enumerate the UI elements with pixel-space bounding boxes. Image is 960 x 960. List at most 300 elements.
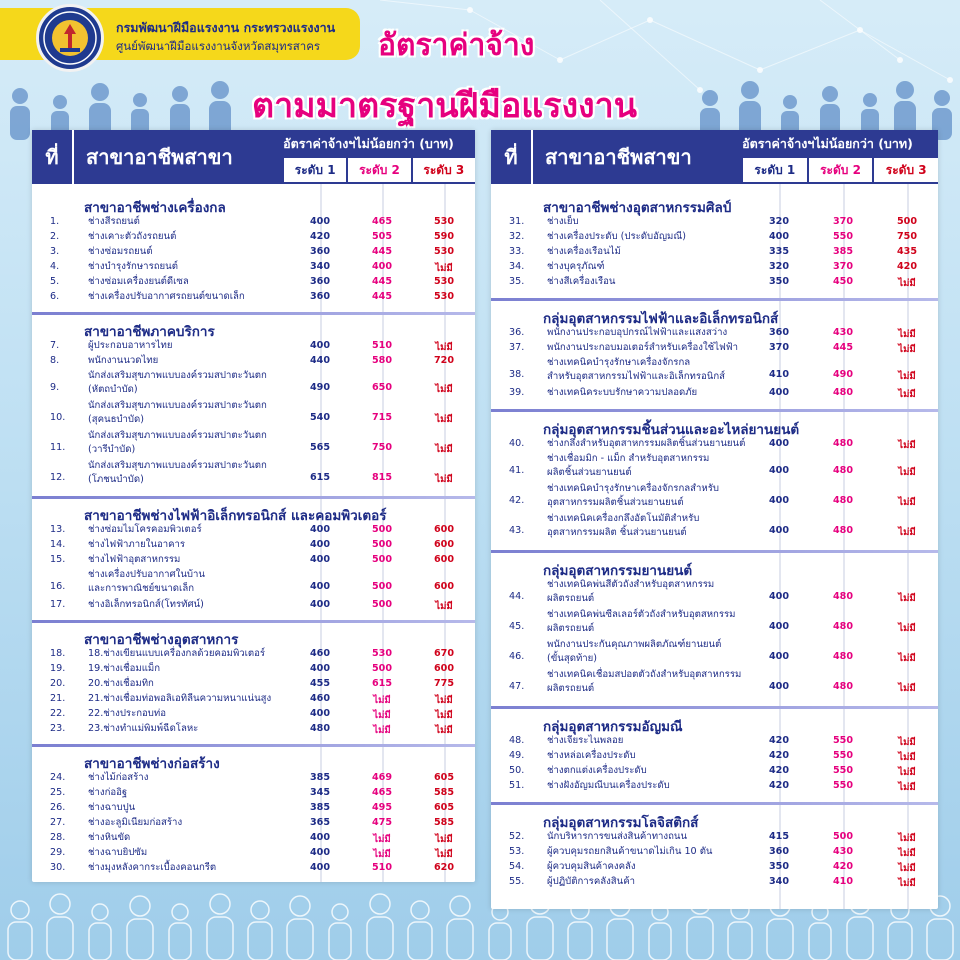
wage-level2: 370: [832, 261, 854, 272]
table-row: [491, 327, 938, 340]
wage-level3: 605: [433, 772, 455, 783]
wage-level1: 400: [309, 847, 331, 858]
row-number: 44.: [509, 591, 525, 602]
wage-level2: 465: [371, 216, 393, 227]
row-number: 27.: [50, 817, 66, 828]
row-number: 30.: [50, 862, 66, 873]
row-number: 54.: [509, 861, 525, 872]
wage-level3: ไม่มี: [898, 440, 916, 451]
department-logo: [36, 4, 104, 72]
table-row: [491, 735, 938, 748]
table-row: [32, 663, 475, 676]
header-level1: ระดับ 1: [284, 158, 346, 182]
page-title-line2: ตามมาตรฐานฝีมือแรงงาน: [252, 86, 637, 126]
row-number: 47.: [509, 681, 525, 692]
row-branch-name: ช่างกลึงสำหรับอุตสาหกรรมผลิตชิ้นส่วนยานยนต์: [547, 438, 746, 449]
wage-level3: 600: [433, 581, 455, 592]
wage-level1: 400: [309, 862, 331, 873]
row-branch-name: ช่างไฟฟ้าอุตสาหกรรม: [88, 554, 181, 565]
wage-level2: 480: [832, 651, 854, 662]
row-branch-name-cont: ผลิตรถยนต์: [547, 593, 595, 604]
wage-level1: 400: [309, 663, 331, 674]
table-row: [491, 231, 938, 244]
table-row: [32, 708, 475, 721]
section-title: กลุ่มอุตสาหกรรมอัญมณี: [543, 719, 683, 735]
wage-level3: ไม่มี: [898, 737, 916, 748]
table-body: [491, 184, 938, 909]
row-number: 36.: [509, 327, 525, 338]
row-branch-name: นักส่งเสริมสุขภาพแบบองค์รวมสปาตะวันตก: [88, 460, 267, 471]
row-branch-name: 18.ช่างเขียนแบบเครื่องกลด้วยคอมพิวเตอร์: [88, 648, 266, 659]
wage-level1: 480: [309, 723, 331, 734]
table-row: [491, 483, 938, 511]
wage-level1: 400: [309, 708, 331, 719]
table-row: [32, 862, 475, 875]
table-row: [491, 453, 938, 481]
wage-level3: ไม่มี: [435, 384, 453, 395]
row-branch-name: ช่างเทคนิคบำรุงรักษาเครื่องจักรกล: [547, 357, 691, 368]
wage-level1: 400: [768, 465, 790, 476]
row-number: 38.: [509, 369, 525, 380]
wage-level2: ไม่มี: [373, 725, 391, 736]
wage-level1: 400: [768, 438, 790, 449]
row-branch-name: พนักงานประกอบมอเตอร์สำหรับเครื่องใช้ไฟฟ้า: [547, 342, 738, 353]
section-title: สาขาอาชีพช่างก่อสร้าง: [84, 756, 220, 772]
wage-level3: 600: [433, 663, 455, 674]
table-row: [32, 817, 475, 830]
table-row: [491, 513, 938, 541]
section-divider: [491, 409, 938, 412]
wage-level2: 480: [832, 621, 854, 632]
row-branch-name: 22.ช่างประกอบท่อ: [88, 708, 166, 719]
row-branch-name: ช่างอะลูมิเนียมก่อสร้าง: [88, 817, 183, 828]
wage-level1: 420: [309, 231, 331, 242]
row-branch-name: ช่างซ่อมเครื่องยนต์ดีเซล: [88, 276, 189, 287]
wage-level3: 420: [896, 261, 918, 272]
section-title: กลุ่มอุตสาหกรรมไฟฟ้าและอิเล็กทรอนิกส์: [543, 311, 779, 327]
wage-level3: 590: [433, 231, 455, 242]
wage-level3: 670: [433, 648, 455, 659]
row-number: 1.: [50, 216, 60, 227]
row-branch-name-cont: (โภชนบำบัด): [88, 474, 144, 485]
row-branch-name: ช่างเชื่อมมิก - แม็ก สำหรับอุตสาหกรรม: [547, 453, 710, 464]
row-branch-name: ช่างเย็บ: [547, 216, 579, 227]
wage-level3: ไม่มี: [898, 593, 916, 604]
wage-level2: 450: [832, 276, 854, 287]
row-branch-name: นักส่งเสริมสุขภาพแบบองค์รวมสปาตะวันตก: [88, 370, 267, 381]
wage-level1: 415: [768, 831, 790, 842]
wage-level1: 400: [309, 832, 331, 843]
wage-level2: 420: [832, 861, 854, 872]
row-number: 15.: [50, 554, 66, 565]
row-number: 53.: [509, 846, 525, 857]
table-row: [32, 400, 475, 428]
row-branch-name: ช่างมุงหลังคากระเบื้องคอนกรีต: [88, 862, 217, 873]
wage-level1: 385: [309, 772, 331, 783]
table-row: [32, 648, 475, 661]
wage-level2: 445: [832, 342, 854, 353]
table-row: [491, 357, 938, 385]
row-branch-name: ช่างเคาะตัวถังรถยนต์: [88, 231, 177, 242]
wage-level3: ไม่มี: [435, 474, 453, 485]
wage-level1: 350: [768, 861, 790, 872]
wage-level3: ไม่มี: [898, 344, 916, 355]
wage-level1: 360: [768, 846, 790, 857]
wage-level1: 615: [309, 472, 331, 483]
wage-level2: 615: [371, 678, 393, 689]
section-title: สาขาอาชีพช่างอุตสาหการ: [84, 632, 239, 648]
row-number: 41.: [509, 465, 525, 476]
wage-level2: 500: [371, 539, 393, 550]
row-branch-name: ช่างฉาบยิปซัม: [88, 847, 148, 858]
table-row: [32, 772, 475, 785]
wage-level3: ไม่มี: [435, 414, 453, 425]
wage-level1: 460: [309, 693, 331, 704]
wage-level3: 530: [433, 246, 455, 257]
wage-level3: 500: [896, 216, 918, 227]
row-number: 23.: [50, 723, 66, 734]
row-branch-name-cont: (สุคนธบำบัด): [88, 414, 144, 425]
wage-level3: ไม่มี: [435, 695, 453, 706]
table-row: [32, 524, 475, 537]
row-branch-name: ช่างซ่อมรถยนต์: [88, 246, 153, 257]
row-branch-name: ช่างไม้ก่อสร้าง: [88, 772, 149, 783]
row-branch-name: ผู้ควบคุมสินค้าคงคลัง: [547, 861, 636, 872]
wage-level1: 340: [309, 261, 331, 272]
wage-level2: 480: [832, 465, 854, 476]
row-branch-name: นักบริหารการขนส่งสินค้าทางถนน: [547, 831, 688, 842]
row-branch-name: ช่างเครื่องประดับ (ประดับอัญมณี): [547, 231, 687, 242]
row-branch-name: ช่างสีเครื่องเรือน: [547, 276, 616, 287]
section-title: สาขาอาชีพช่างอุตสาหกรรมศิลป์: [543, 200, 732, 216]
wage-level1: 350: [768, 276, 790, 287]
wage-level3: ไม่มี: [898, 782, 916, 793]
table-row: [491, 276, 938, 289]
page-title-line1: อัตราค่าจ้าง: [378, 28, 535, 63]
row-number: 34.: [509, 261, 525, 272]
section-title: กลุ่มอุตสาหกรรมโลจิสติกส์: [543, 815, 699, 831]
wage-level2: 400: [371, 261, 393, 272]
table-header: [32, 130, 475, 184]
row-branch-name: ช่างเทคนิคพ่นสีตัวถังสำหรับอุตสาหกรรม: [547, 579, 715, 590]
row-number: 39.: [509, 387, 525, 398]
wage-level2: 445: [371, 246, 393, 257]
section-divider: [32, 312, 475, 315]
wage-level2: 495: [371, 802, 393, 813]
wage-level3: 620: [433, 862, 455, 873]
header-no: ที่: [45, 145, 59, 169]
row-number: 19.: [50, 663, 66, 674]
row-branch-name: ช่างเครื่องปรับอากาศในบ้าน: [88, 569, 205, 580]
row-branch-name: ช่างเจียระไนพลอย: [547, 735, 624, 746]
table-row: [491, 639, 938, 667]
header-no: ที่: [504, 145, 518, 169]
row-number: 37.: [509, 342, 525, 353]
row-number: 6.: [50, 291, 60, 302]
wage-level3: 600: [433, 554, 455, 565]
row-number: 31.: [509, 216, 525, 227]
header-level2: ระดับ 2: [348, 158, 410, 182]
wage-level1: 320: [768, 261, 790, 272]
wage-level3: ไม่มี: [898, 752, 916, 763]
wage-level2: 480: [832, 591, 854, 602]
wage-level1: 365: [309, 817, 331, 828]
wage-level3: 750: [896, 231, 918, 242]
row-branch-name: นักส่งเสริมสุขภาพแบบองค์รวมสปาตะวันตก: [88, 400, 267, 411]
table-row: [32, 216, 475, 229]
row-number: 4.: [50, 261, 60, 272]
wage-level2: 550: [832, 750, 854, 761]
row-branch-name: ช่างบำรุงรักษารถยนต์: [88, 261, 178, 272]
row-number: 33.: [509, 246, 525, 257]
wage-level1: 565: [309, 442, 331, 453]
wage-level1: 440: [309, 355, 331, 366]
row-number: 49.: [509, 750, 525, 761]
section-divider: [32, 744, 475, 747]
row-number: 12.: [50, 472, 66, 483]
wage-level1: 360: [309, 276, 331, 287]
header-wage: อัตราค่าจ้างฯไม่น้อยกว่า (บาท): [742, 136, 913, 151]
table-row: [32, 693, 475, 706]
wage-level2: 650: [371, 382, 393, 393]
wage-level3: ไม่มี: [898, 527, 916, 538]
table-row: [32, 231, 475, 244]
wage-level2: 530: [371, 648, 393, 659]
wage-level3: 435: [896, 246, 918, 257]
wage-level2: 480: [832, 438, 854, 449]
wage-level3: ไม่มี: [435, 342, 453, 353]
row-number: 16.: [50, 581, 66, 592]
table-row: [32, 554, 475, 567]
row-branch-name: ช่างก่ออิฐ: [88, 787, 128, 798]
row-branch-name: พนักงานประกันคุณภาพผลิตภัณฑ์ยานยนต์: [547, 639, 722, 650]
header-level3: ระดับ 3: [874, 158, 938, 182]
row-branch-name: ช่างฝังอัญมณีบนเครื่องประดับ: [547, 780, 670, 791]
row-number: 24.: [50, 772, 66, 783]
wage-level3: ไม่มี: [898, 767, 916, 778]
row-number: 11.: [50, 442, 66, 453]
row-branch-name: ช่างเครื่องปรับอากาศรถยนต์ขนาดเล็ก: [88, 291, 245, 302]
table-row: [491, 579, 938, 607]
table-row: [32, 847, 475, 860]
wage-level1: 420: [768, 750, 790, 761]
row-branch-name: 20.ช่างเชื่อมทิก: [88, 678, 154, 689]
row-branch-name: ช่างเทคนิคบำรุงรักษาเครื่องจักรกลสำหรับ: [547, 483, 719, 494]
row-number: 45.: [509, 621, 525, 632]
row-number: 28.: [50, 832, 66, 843]
wage-level2: 550: [832, 231, 854, 242]
wage-level1: 400: [309, 539, 331, 550]
wage-level3: ไม่มี: [898, 683, 916, 694]
wage-level3: 600: [433, 539, 455, 550]
wage-level3: 605: [433, 802, 455, 813]
wage-level1: 400: [768, 651, 790, 662]
row-branch-name: ช่างบุครุภัณฑ์: [547, 261, 605, 272]
wage-level1: 370: [768, 342, 790, 353]
table-row: [491, 609, 938, 637]
row-branch-name-cont: ผลิตรถยนต์: [547, 623, 595, 634]
row-branch-name-cont: อุตสาหกรรมผลิตชิ้นส่วนยานยนต์: [547, 497, 684, 508]
section-divider: [491, 298, 938, 301]
wage-level1: 400: [309, 216, 331, 227]
wage-level2: 370: [832, 216, 854, 227]
row-branch-name: พนักงานประกอบอุปกรณ์ไฟฟ้าและแสงสว่าง: [547, 327, 728, 338]
table-row: [491, 261, 938, 274]
row-number: 5.: [50, 276, 60, 287]
wage-level2: 480: [832, 681, 854, 692]
row-number: 32.: [509, 231, 525, 242]
row-number: 10.: [50, 412, 66, 423]
wage-level1: 400: [309, 581, 331, 592]
table-row: [32, 569, 475, 597]
wage-level1: 400: [768, 621, 790, 632]
wage-level1: 420: [768, 765, 790, 776]
table-row: [491, 342, 938, 355]
row-branch-name: ผู้ปฏิบัติการคลังสินค้า: [547, 876, 636, 887]
row-number: 8.: [50, 355, 60, 366]
table-row: [491, 846, 938, 859]
wage-level1: 385: [309, 802, 331, 813]
table-row: [491, 750, 938, 763]
row-number: 9.: [50, 382, 60, 393]
row-number: 20.: [50, 678, 66, 689]
row-number: 51.: [509, 780, 525, 791]
row-branch-name: ช่างซ่อมไมโครคอมพิวเตอร์: [88, 524, 202, 535]
wage-level1: 400: [768, 387, 790, 398]
row-branch-name-cont: สำหรับอุตสาหกรรมไฟฟ้าและอิเล็กทรอนิกส์: [547, 371, 726, 382]
row-number: 52.: [509, 831, 525, 842]
wage-level2: 550: [832, 765, 854, 776]
row-number: 55.: [509, 876, 525, 887]
section-divider: [32, 496, 475, 499]
wage-level2: 510: [371, 862, 393, 873]
wage-level1: 420: [768, 735, 790, 746]
row-branch-name-cont: (วารีบำบัด): [88, 444, 136, 455]
row-number: 46.: [509, 651, 525, 662]
row-number: 35.: [509, 276, 525, 287]
row-branch-name: 23.ช่างทำแม่พิมพ์ฉีดโลหะ: [88, 723, 199, 734]
header-level3: ระดับ 3: [413, 158, 475, 182]
row-number: 18.: [50, 648, 66, 659]
wage-level2: 580: [371, 355, 393, 366]
table-row: [491, 876, 938, 889]
row-number: 25.: [50, 787, 66, 798]
wage-level1: 400: [768, 525, 790, 536]
header-branch: สาขาอาชีพสาขา: [72, 130, 262, 184]
wage-level2: ไม่มี: [373, 695, 391, 706]
wage-level2: 430: [832, 327, 854, 338]
row-branch-name-cont: อุตสาหกรรมผลิต ชิ้นส่วนยานยนต์: [547, 527, 687, 538]
wage-level1: 400: [309, 340, 331, 351]
wage-level2: 510: [371, 340, 393, 351]
table-row: [32, 832, 475, 845]
table-row: [32, 539, 475, 552]
wage-level2: ไม่มี: [373, 834, 391, 845]
section-title: สาขาอาชีพช่างเครื่องกล: [84, 200, 226, 216]
wage-level3: 585: [433, 787, 455, 798]
wage-level1: 540: [309, 412, 331, 423]
wage-level1: 360: [768, 327, 790, 338]
wage-level1: 400: [768, 231, 790, 242]
table-row: [491, 438, 938, 451]
wage-level3: ไม่มี: [435, 834, 453, 845]
row-branch-name: 19.ช่างเชื่อมแม็ก: [88, 663, 161, 674]
wage-level1: 490: [309, 382, 331, 393]
wage-level3: 775: [433, 678, 455, 689]
table-header: [491, 130, 938, 184]
row-branch-name: ช่างเทคนิคพ่นซีลเลอร์ตัวถังสำหรับอุตสหกรรม: [547, 609, 736, 620]
wage-level2: 500: [371, 599, 393, 610]
section-divider: [32, 620, 475, 623]
wage-level1: 400: [768, 591, 790, 602]
org-name-line1: กรมพัฒนาฝีมือแรงงาน กระทรวงแรงงาน: [116, 20, 336, 35]
table-row: [491, 861, 938, 874]
wage-level3: ไม่มี: [898, 329, 916, 340]
section-divider: [491, 550, 938, 553]
table-row: [32, 261, 475, 274]
table-row: [32, 460, 475, 488]
wage-level3: ไม่มี: [435, 849, 453, 860]
wage-level1: 400: [768, 495, 790, 506]
wage-level3: ไม่มี: [435, 725, 453, 736]
row-number: 3.: [50, 246, 60, 257]
table-row: [491, 765, 938, 778]
row-number: 21.: [50, 693, 66, 704]
row-branch-name: ช่างหินขัด: [88, 832, 131, 843]
row-branch-name: ผู้ประกอบอาหารไทย: [88, 340, 173, 351]
wage-level2: 445: [371, 291, 393, 302]
header-branch: สาขาอาชีพสาขา: [531, 130, 721, 184]
wage-level2: 505: [371, 231, 393, 242]
wage-level2: 430: [832, 846, 854, 857]
table-row: [32, 723, 475, 736]
row-branch-name: ช่างอิเล็กทรอนิกส์(โทรทัศน์): [88, 599, 204, 610]
wage-level1: 400: [309, 524, 331, 535]
table-row: [32, 599, 475, 612]
row-branch-name: ช่างเทคนิคเชื่อมสปอตตัวถังสำหรับอุตสาหกรรม: [547, 669, 742, 680]
wage-level2: 500: [371, 524, 393, 535]
row-branch-name: ช่างเครื่องเรือนไม้: [547, 246, 621, 257]
row-branch-name-cont: (หัตถบำบัด): [88, 384, 138, 395]
wage-level1: 360: [309, 291, 331, 302]
wage-level2: 469: [371, 772, 393, 783]
wage-level3: ไม่มี: [898, 653, 916, 664]
row-branch-name-cont: (ขั้นสุดท้าย): [547, 653, 598, 664]
row-branch-name: ช่างเทคนิคระบบรักษาความปลอดภัย: [547, 387, 698, 398]
wage-level1: 335: [768, 246, 790, 257]
section-title: สาขาอาชีพภาคบริการ: [84, 324, 215, 340]
wage-level2: 500: [371, 663, 393, 674]
wage-level3: ไม่มี: [898, 371, 916, 382]
section-title: สาขาอาชีพช่างไฟฟ้าอิเล็กทรอนิกส์ และคอมพิวเตอร์: [84, 508, 387, 524]
wage-level2: 445: [371, 276, 393, 287]
org-name-line2: ศูนย์พัฒนาฝีมือแรงงานจังหวัดสมุทรสาคร: [116, 39, 321, 53]
row-number: 50.: [509, 765, 525, 776]
wage-level3: 530: [433, 216, 455, 227]
wage-level2: 385: [832, 246, 854, 257]
table-body: [32, 184, 475, 882]
wage-level3: ไม่มี: [898, 878, 916, 889]
wage-level3: ไม่มี: [898, 497, 916, 508]
table-row: [491, 831, 938, 844]
wage-level3: ไม่มี: [898, 848, 916, 859]
row-branch-name: ผู้ควบคุมรถยกสินค้าขนาดไม่เกิน 10 ตัน: [547, 846, 713, 857]
wage-level1: 400: [309, 599, 331, 610]
section-divider: [491, 706, 938, 709]
wage-level2: 480: [832, 525, 854, 536]
section-title: กลุ่มอุตสาหกรรมชิ้นส่วนและอะไหล่ยานยนต์: [543, 422, 800, 438]
wage-level2: 500: [832, 831, 854, 842]
